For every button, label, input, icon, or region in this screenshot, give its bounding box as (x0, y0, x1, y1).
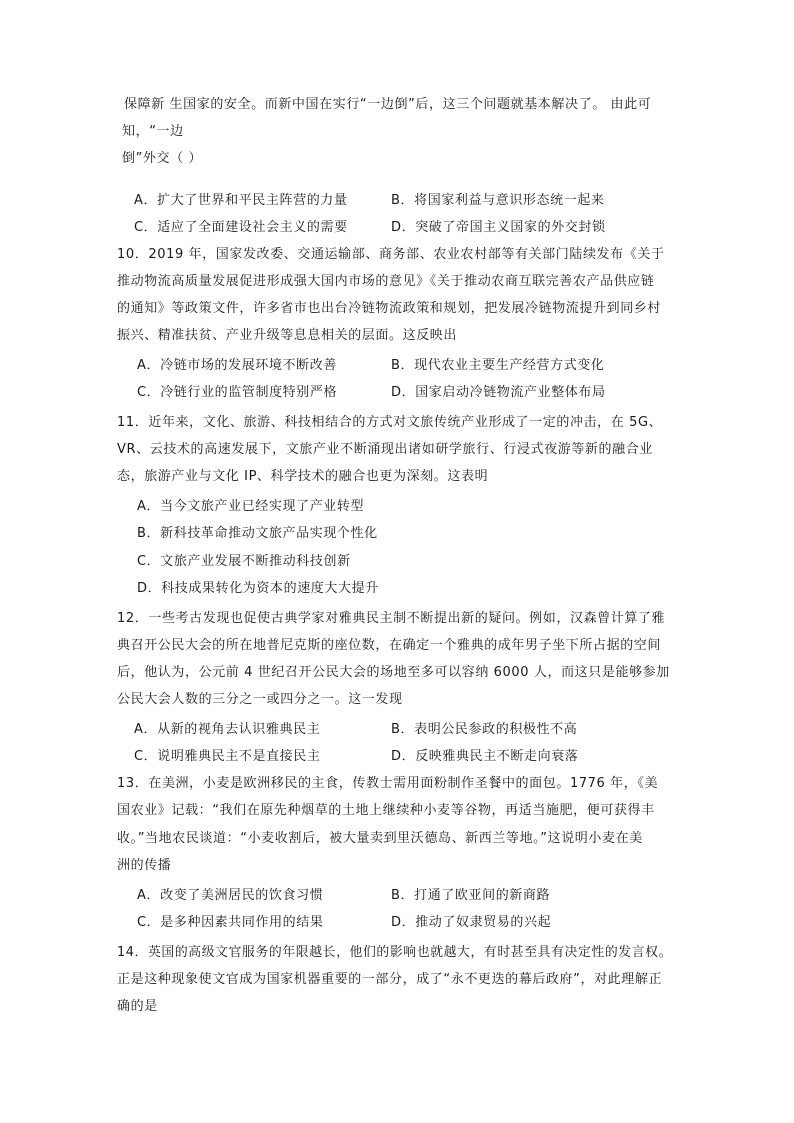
q10-option-b: B．现代农业主要生产经营方式变化 (391, 358, 605, 373)
q10-option-c: C．冷链行业的监管制度特别严格 (137, 385, 338, 400)
q11-line-3: 态，旅游产业与文化 IP、科学技术的融合也更为深刻。这表明 (117, 469, 489, 484)
q10-line-2: 推动物流高质量发展促进形成强大国内市场的意见》《关于推动农商互联完善农产品供应链 (117, 274, 655, 289)
q10-line-4: 振兴、精准扶贫、产业升级等息息相关的层面。这反映出 (117, 328, 458, 343)
q13-line-4: 洲的传播 (117, 858, 172, 873)
intro-option-b: B．将国家利益与意识形态统一起来 (391, 193, 605, 208)
q11-option-c: C．文旅产业发展不断推动科技创新 (137, 554, 351, 569)
q13-option-c: C．是多种因素共同作用的结果 (137, 915, 324, 930)
q11-option-b: B．新科技革命推动文旅产品实现个性化 (137, 526, 378, 541)
intro-option-d: D．突破了帝国主义国家的外交封锁 (391, 220, 606, 235)
q12-line-4: 公民大会人数的三分之一或四分之一。这一发现 (117, 692, 403, 707)
q13-line-3: 收。”当地农民谈道：“小麦收割后，被大量卖到里沃德岛、新西兰等地。”这说明小麦在美 (117, 831, 643, 846)
q10-option-a: A．冷链市场的发展环境不断改善 (137, 358, 337, 373)
q12-option-d: D．反映雅典民主不断走向衰落 (391, 749, 579, 764)
intro-option-a: A．扩大了世界和平民主阵营的力量 (134, 193, 348, 208)
q11-option-a: A．当今文旅产业已经实现了产业转型 (137, 499, 365, 514)
q14-line-3: 确的是 (117, 999, 158, 1014)
q13-option-b: B．打通了欧亚间的新商路 (391, 888, 551, 903)
q11-option-d: D．科技成果转化为资本的速度大大提升 (137, 581, 379, 596)
q12-line-2: 典召开公民大会的所在地普尼克斯的座位数，在确定一个雅典的成年男子坐下所占据的空间 (117, 638, 662, 653)
q12-option-b: B．表明公民参政的积极性不高 (391, 722, 578, 737)
intro-option-c: C．适应了全面建设社会主义的需要 (134, 220, 348, 235)
q13-option-d: D．推动了奴隶贸易的兴起 (391, 915, 552, 930)
intro-line-3: 倒”外交（ ） (122, 151, 203, 166)
q10-option-d: D．国家启动冷链物流产业整体布局 (391, 385, 606, 400)
q13-line-2: 国农业》记载：“我们在原先种烟草的土地上继续种小麦等谷物，再适当施肥，便可获得丰 (117, 803, 655, 818)
q14-line-2: 正是这种现象使文官成为国家机器重要的一部分，成了“永不更迭的幕后政府”，对此理解正 (117, 972, 663, 987)
q13-option-a: A．改变了美洲居民的饮食习惯 (137, 888, 324, 903)
q11-line-2: VR、云技术的高速发展下，文旅产业不断涌现出诸如研学旅行、行浸式夜游等新的融合业 (117, 442, 653, 457)
q10-line-3: 的通知》等政策文件，许多省市也出台冷链物流政策和规划，把发展冷链物流提升到同乡村 (117, 301, 662, 316)
q12-option-c: C．说明雅典民主不是直接民主 (134, 749, 321, 764)
intro-line-1: 保障新 生国家的安全。而新中国在实行“一边倒”后，这三个问题就基本解决了。 由此可 (124, 97, 652, 112)
q12-line-1: 12．一些考古发现也促使古典学家对雅典民主制不断提出新的疑问。例如，汉森曾计算了雅 (117, 611, 666, 626)
q11-line-1: 11．近年来，文化、旅游、科技相结合的方式对文旅传统产业形成了一定的冲击，在 5G、 (117, 415, 663, 430)
q12-line-3: 后，他认为，公元前 4 世纪召开公民大会的场地至多可以容纳 6000 人，而这只是能够参加 (117, 665, 670, 680)
q14-line-1: 14．英国的高级文官服务的年限越长，他们的影响也就越大，有时甚至具有决定性的发言权。 (117, 945, 673, 960)
intro-line-2: 知，“一边 (122, 124, 184, 139)
q12-option-a: A．从新的视角去认识雅典民主 (134, 722, 321, 737)
q13-line-1: 13．在美洲，小麦是欧洲移民的主食，传教士需用面粉制作圣餐中的面包。1776 年，《美 (117, 776, 659, 791)
q10-line-1: 10．2019 年，国家发改委、交通运输部、商务部、农业农村部等有关部门陆续发布《关于 (117, 247, 665, 262)
